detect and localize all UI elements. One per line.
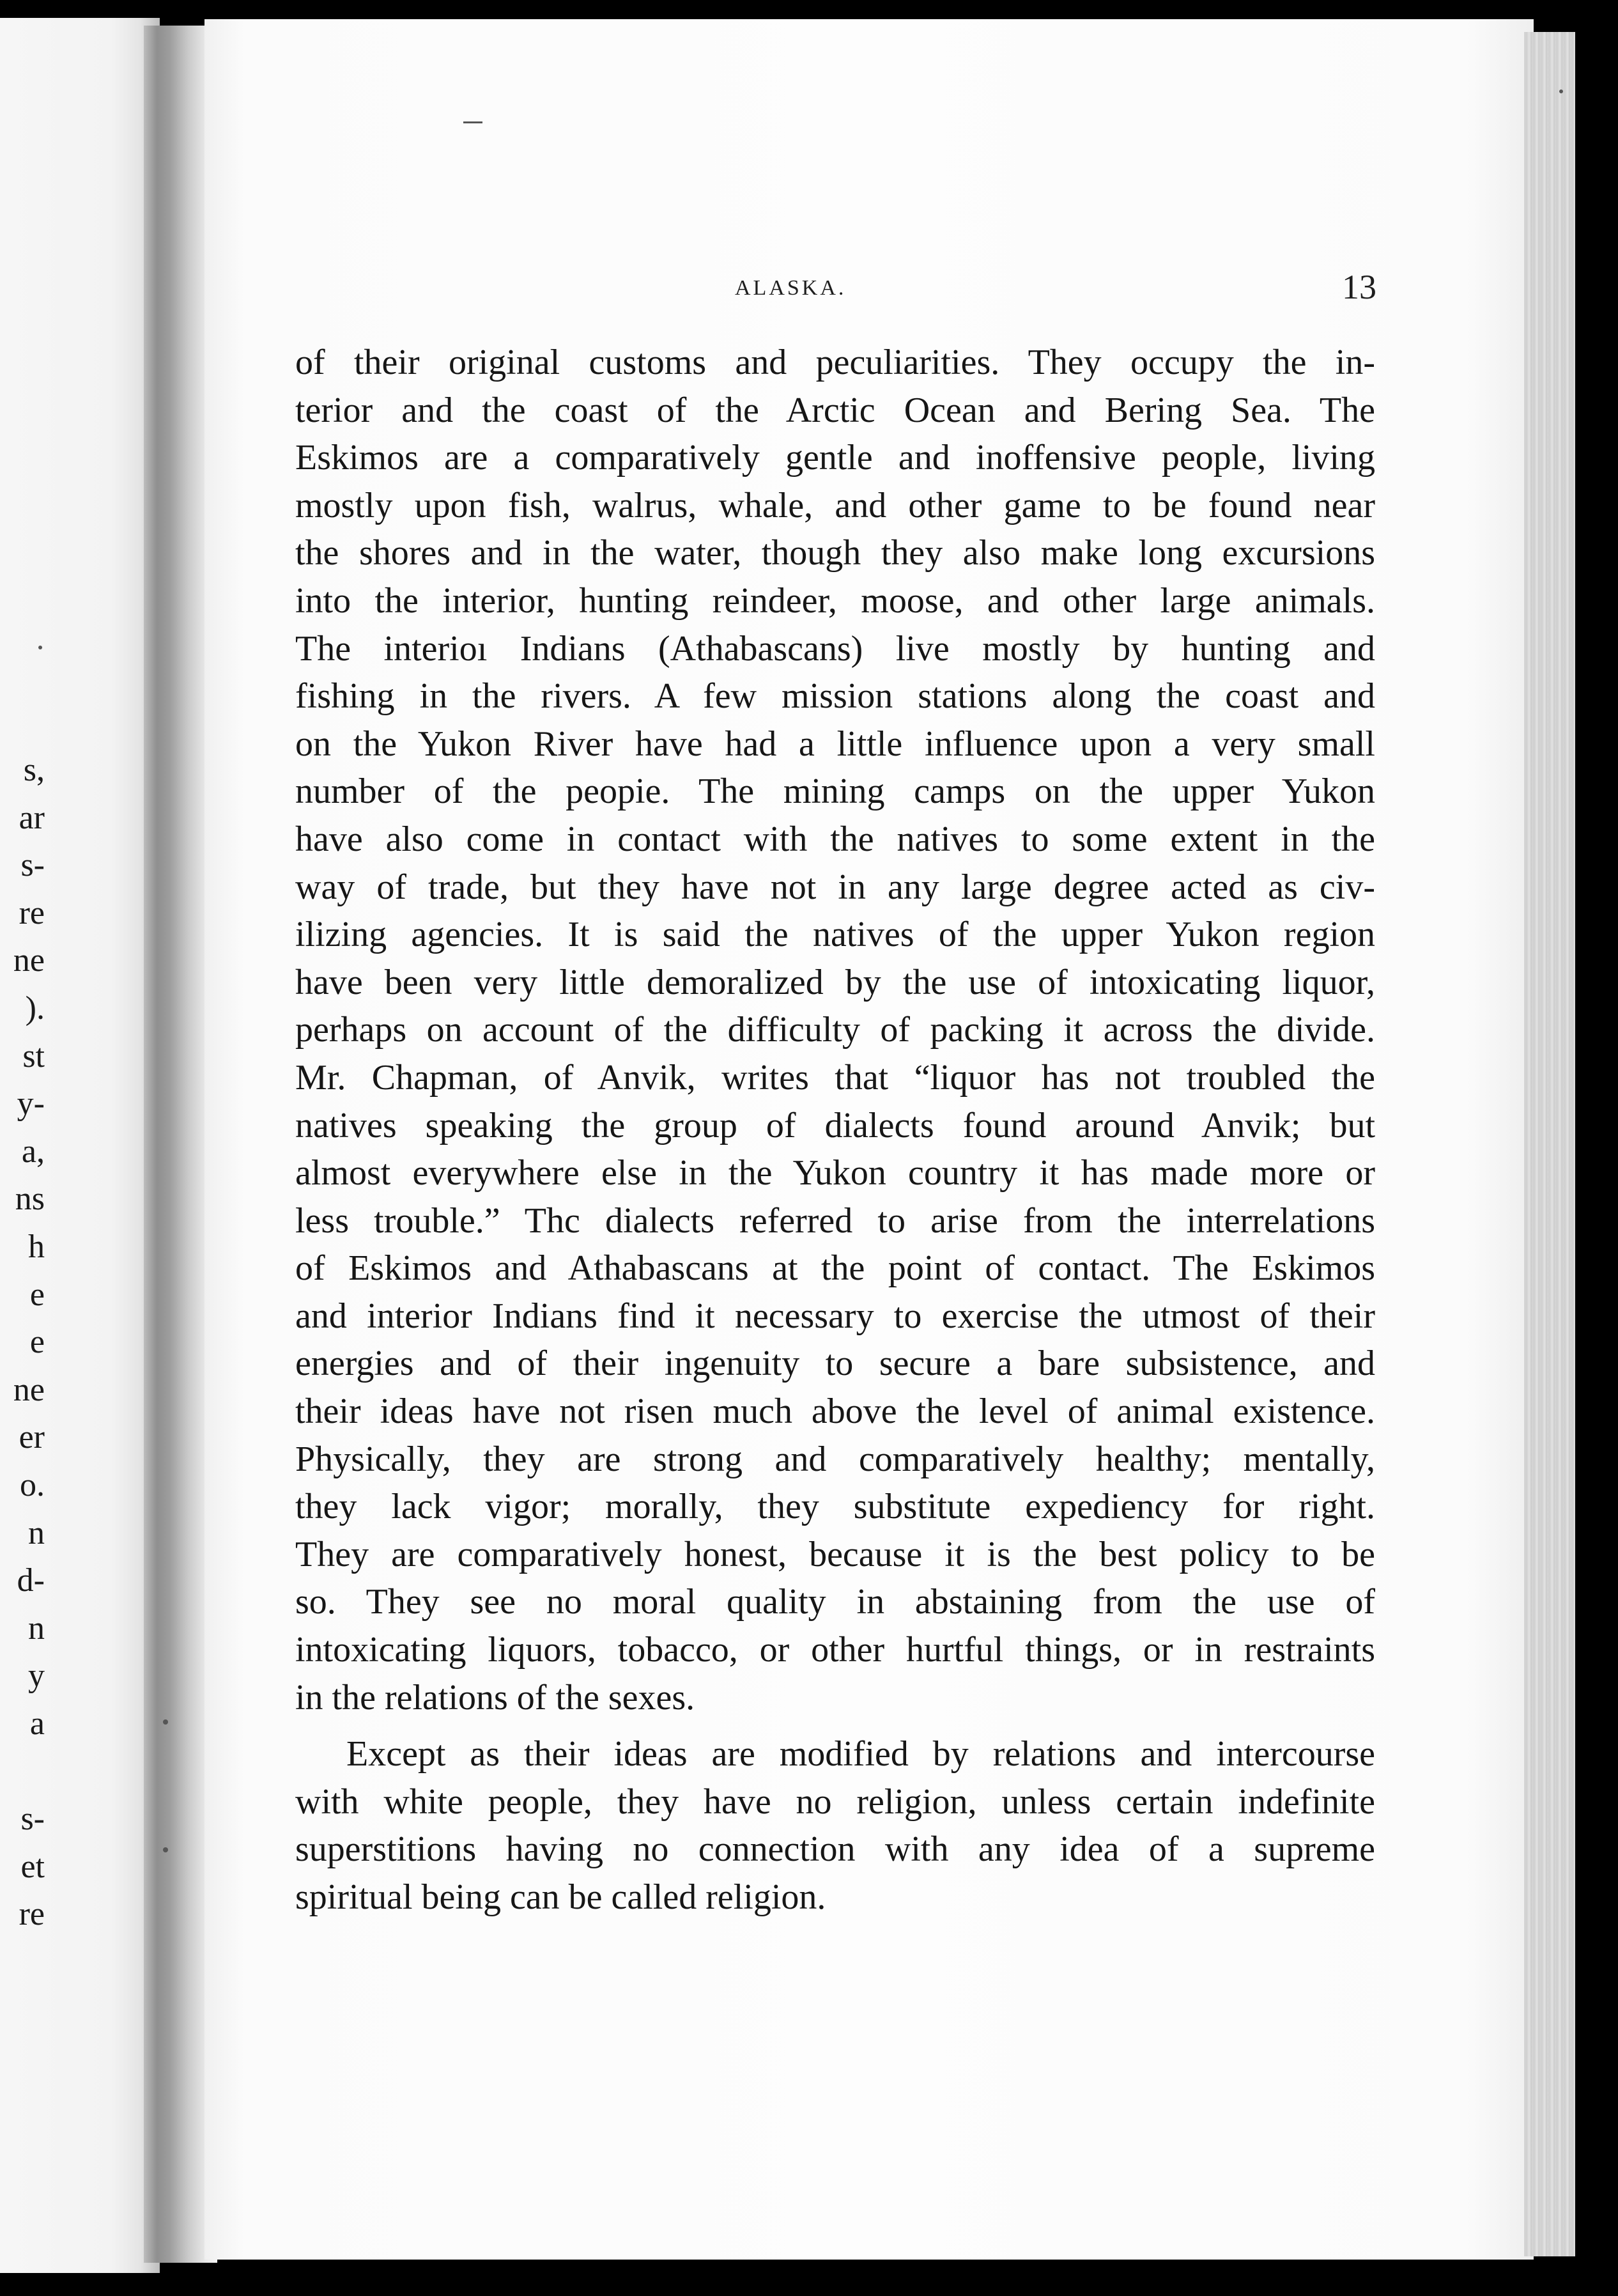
text-line: almost everywhere else in the Yukon country it has made more or bbox=[295, 1153, 1375, 1193]
text-line: superstitions having no connection with any idea of a supreme bbox=[295, 1829, 1375, 1870]
text-line: terior and the coast of the Arctic Ocean and Bering Sea. The bbox=[295, 390, 1375, 430]
text-line: have been very little demoralized by the use of intoxicating liquor, bbox=[295, 962, 1375, 1002]
text-line: Physically, they are strong and comparatively healthy; mentally, bbox=[295, 1439, 1375, 1479]
text-line: with white people, they have no religion, unless certain indefinite bbox=[295, 1781, 1375, 1822]
fragment-line: er bbox=[19, 1419, 45, 1456]
fragment-line: s, bbox=[23, 752, 45, 788]
running-head: ALASKA. bbox=[735, 276, 847, 300]
fragment-line: st bbox=[22, 1037, 45, 1074]
text-line: way of trade, but they have not in any large degree acted as civ- bbox=[295, 867, 1375, 907]
text-line: ilizing agencies. It is said the natives of the upper Yukon region bbox=[295, 915, 1375, 955]
fragment-line: e bbox=[29, 1276, 45, 1313]
text-line: mostly upon fish, walrus, whale, and other game to be found near bbox=[295, 485, 1375, 525]
fragment-line: re bbox=[19, 894, 45, 931]
text-line: number of the peopie. The mining camps on the upper Yukon bbox=[295, 772, 1375, 812]
fragment-line: y- bbox=[17, 1085, 45, 1122]
fragment-line bbox=[0, 1748, 45, 1796]
text-line: spiritual being can be called religion. bbox=[295, 1877, 826, 1917]
scan-speck bbox=[463, 121, 482, 123]
facing-page-left bbox=[0, 18, 160, 2273]
text-line: They are comparatively honest, because it is the best policy to be bbox=[295, 1534, 1375, 1574]
page-number: 13 bbox=[1342, 268, 1376, 306]
text-line: of their original customs and peculiarities. They occupy the in- bbox=[295, 343, 1375, 382]
scan-speck bbox=[1559, 89, 1563, 93]
fragment-line: d- bbox=[17, 1562, 45, 1599]
text-line: so. They see no moral quality in abstaining from the use of bbox=[295, 1582, 1375, 1622]
page-edge-leaves bbox=[1524, 32, 1575, 2256]
text-line: intoxicating liquors, tobacco, or other hurtful things, or in restraints bbox=[295, 1630, 1375, 1670]
text-line: fishing in the rivers. A few mission stations along the coast and bbox=[295, 676, 1375, 717]
fragment-line: ar bbox=[19, 799, 45, 836]
fragment-line: ). bbox=[25, 989, 45, 1027]
fragment-line: s- bbox=[20, 1801, 45, 1838]
fragment-line: et bbox=[20, 1848, 45, 1885]
text-line: have also come in contact with the natives to some extent in the bbox=[295, 819, 1375, 859]
fragment-line: a, bbox=[21, 1133, 45, 1170]
fragment-line: s- bbox=[20, 847, 45, 884]
scan-speck bbox=[163, 1847, 168, 1852]
text-line: into the interior, hunting reindeer, moose, and other large animals. bbox=[295, 580, 1375, 621]
text-line: their ideas have not risen much above the level of animal existence. bbox=[295, 1392, 1375, 1432]
facing-page-text-fragments bbox=[0, 747, 45, 1939]
fragment-line: y bbox=[28, 1657, 45, 1695]
fragment-line: n bbox=[28, 1514, 45, 1551]
fragment-line: h bbox=[28, 1228, 45, 1265]
text-line: on the Yukon River have had a little influence upon a very small bbox=[295, 724, 1375, 764]
text-line: Except as their ideas are modified by relations and intercourse bbox=[346, 1734, 1375, 1774]
text-line: the shores and in the water, though they also make long excursions bbox=[295, 533, 1375, 573]
text-line: natives speaking the group of dialects found around Anvik; but bbox=[295, 1105, 1375, 1145]
fragment-line: re bbox=[19, 1896, 45, 1933]
fragment-line: ne bbox=[13, 1371, 45, 1408]
text-line: The interioı Indians (Athabascans) live mostly by hunting and bbox=[295, 628, 1375, 669]
text-line: Eskimos are a comparatively gentle and inoffensive people, living bbox=[295, 438, 1375, 478]
fragment-line: ne bbox=[13, 942, 45, 979]
fragment-line: o. bbox=[20, 1466, 45, 1503]
text-line: and interior Indians find it necessary to exercise the utmost of their bbox=[295, 1296, 1375, 1336]
text-line: they lack vigor; morally, they substitute expediency for right. bbox=[295, 1487, 1375, 1527]
body-text bbox=[295, 339, 1375, 1921]
fragment-line: ns bbox=[15, 1181, 45, 1218]
text-line: less trouble.” Thc dialects referred to arise from the interrelations bbox=[295, 1200, 1375, 1241]
text-line: of Eskimos and Athabascans at the point of contact. The Eskimos bbox=[295, 1248, 1375, 1289]
text-line: Mr. Chapman, of Anvik, writes that “liquor has not troubled the bbox=[295, 1057, 1375, 1098]
scan-speck bbox=[38, 646, 42, 649]
fragment-line: n bbox=[28, 1610, 45, 1647]
scan-speck bbox=[163, 1719, 168, 1725]
text-line: in the relations of the sexes. bbox=[295, 1677, 695, 1718]
fragment-line: e bbox=[29, 1324, 45, 1361]
fragment-line: a bbox=[29, 1705, 45, 1742]
text-line: perhaps on account of the difficulty of packing it across the divide. bbox=[295, 1010, 1375, 1050]
text-line: energies and of their ingenuity to secure a bare subsistence, and bbox=[295, 1344, 1375, 1384]
